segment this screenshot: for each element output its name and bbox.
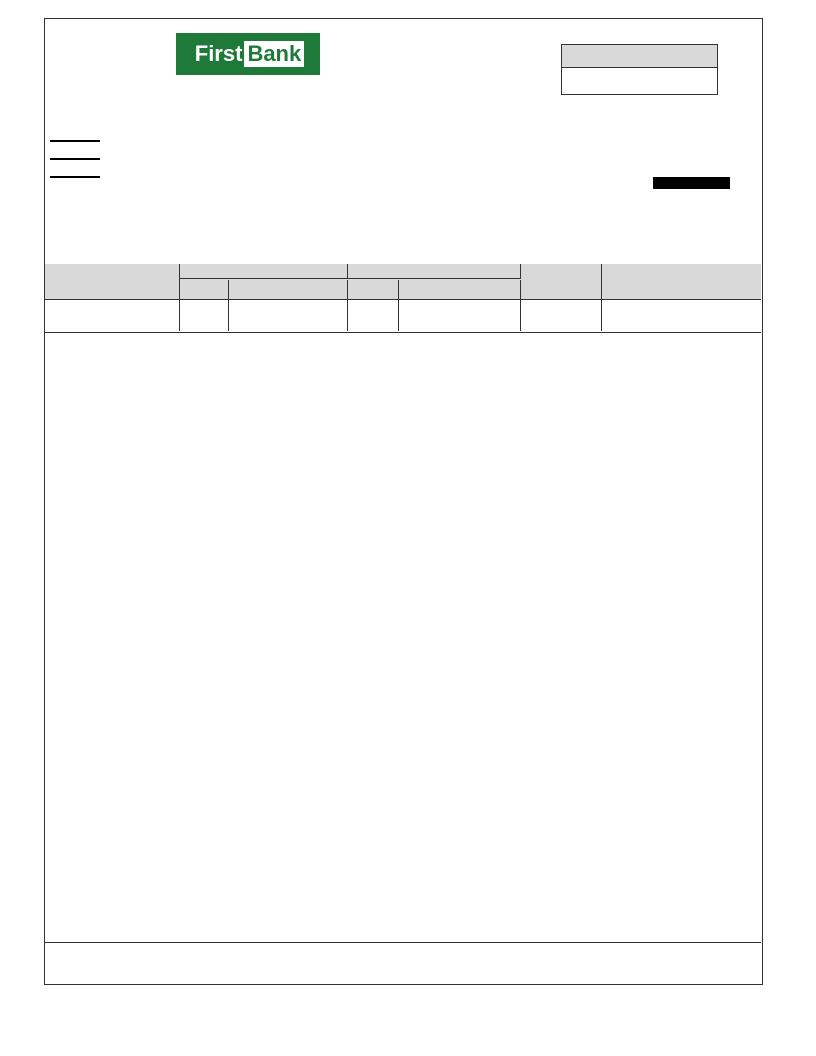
statement-date-box	[561, 44, 718, 95]
ending-balance-header	[602, 264, 761, 299]
service-charges-header	[521, 264, 602, 299]
statement-frame	[44, 18, 763, 985]
service-charges-value	[521, 299, 602, 331]
deposits-header	[180, 264, 348, 279]
footer-divider	[45, 942, 761, 943]
ending-balance-value	[602, 299, 761, 331]
deposits-number-header	[180, 280, 229, 299]
logo-first: First	[194, 41, 243, 66]
checks-header	[348, 264, 521, 279]
logo-bank: Bank	[244, 41, 304, 67]
amount-credited-header	[229, 280, 348, 299]
redaction-bar	[653, 177, 730, 189]
deposits-number-value	[180, 299, 229, 331]
fold-mark	[50, 176, 100, 178]
amount-debited-header	[399, 280, 521, 299]
account-summary-table	[45, 264, 761, 331]
checks-number-header	[348, 280, 399, 299]
beginning-balance-value	[45, 299, 180, 331]
beginning-balance-header	[45, 264, 180, 299]
firstbank-logo	[176, 33, 320, 75]
checks-number-value	[348, 299, 399, 331]
amount-debited-value	[399, 299, 521, 331]
statement-date-value	[562, 68, 717, 92]
fold-mark	[50, 158, 100, 160]
amount-credited-value	[229, 299, 348, 331]
statement-date-label	[562, 45, 717, 68]
fold-mark	[50, 140, 100, 142]
